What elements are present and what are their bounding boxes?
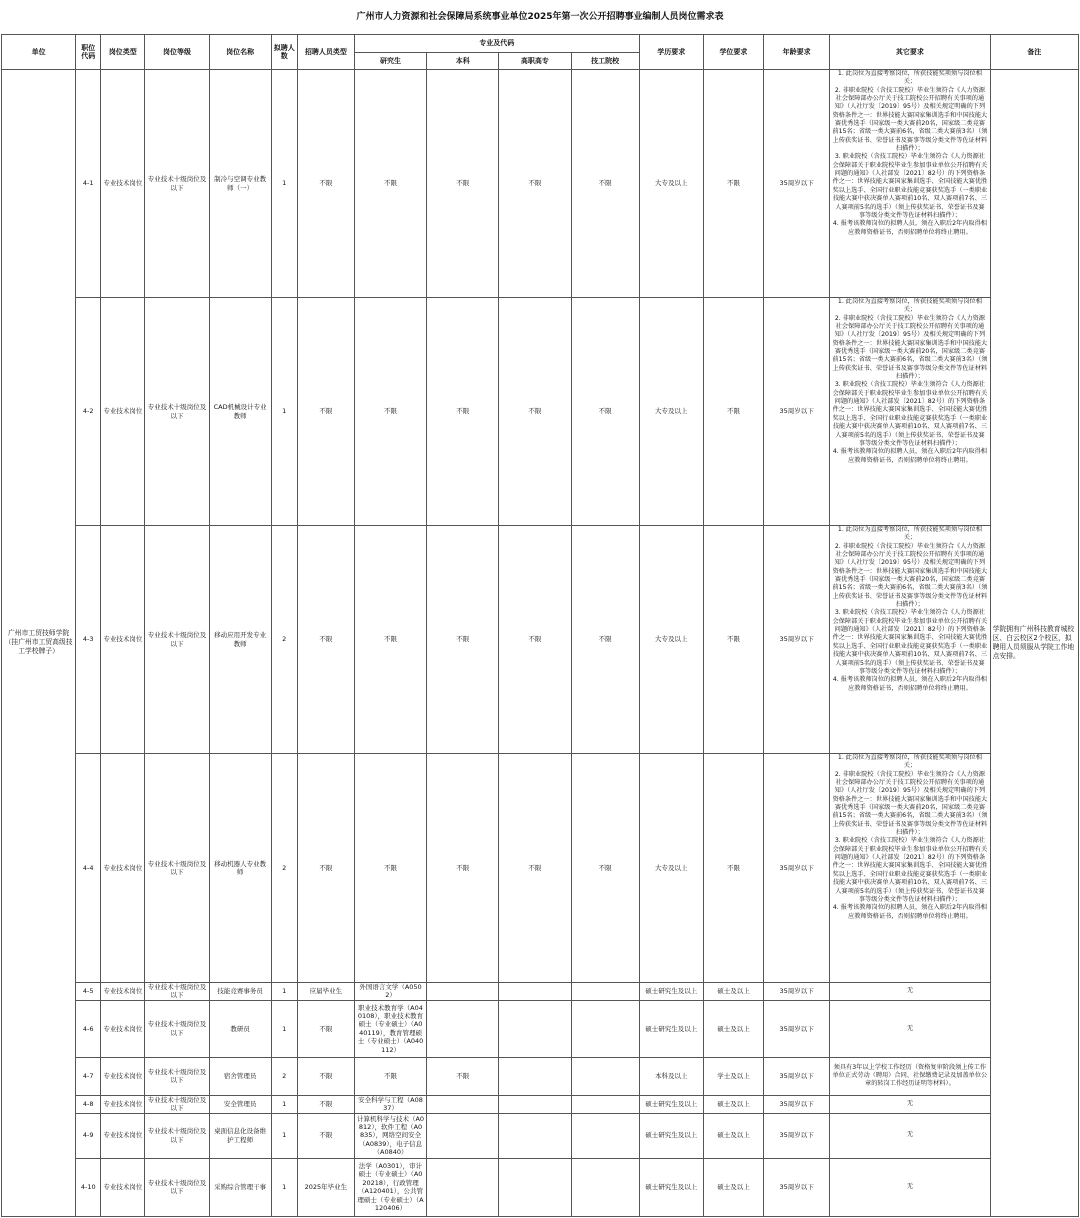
cell-age: 35周岁以下 bbox=[764, 983, 830, 1001]
cell-major-tech bbox=[571, 1113, 639, 1158]
cell-post-type: 专业技术岗位 bbox=[101, 298, 145, 526]
cell-post-level: 专业技术十级岗位及以下 bbox=[145, 1057, 209, 1095]
cell-major-bachelor: 不限 bbox=[427, 70, 499, 298]
cell-recruit-type: 2025年毕业生 bbox=[297, 1158, 354, 1216]
cell-other-requirements: 1. 此岗位为直接考察岗位，所获技能奖项须与岗位相关； 2. 非职业院校（含技工院校）毕业生须符合《人力资源社会保障部办公厅关于技工院校公开招聘有关事项的通知》（人社厅发〔2019〕95号）及相关规定明确的下列资格条件之一：世界技能大赛国家集训选手和中国技能大赛优秀选手（国家级一类大赛前20名，国家级二类竞赛前15名；省级一类大赛前6名，省级二类大赛前3名）（须上传获奖证书、荣誉证书及赛事等级分类文件等佐证材料扫描件）； 3. 职业院校（含技工院校）毕业生须符合《人力资源社会保障部关于职业院校毕业生参加事业单位公开招聘有关问题的通知》（人社部发〔2021〕82号）的下列资格条件之一：世界技能大赛国家集训选手、全国技能大赛优胜奖以上选手、全国行业职业技能竞赛获奖选手（一类职业技能大赛中获决赛单人赛项前10名、双人赛项前7名、三人赛项前5名的选手）（须上传获奖证书、荣誉证书及赛事等级分类文件等佐证材料扫描件）； 4. 报考该教师岗位的拟聘人员，须在入职后2年内取得相应教师资格证书，否则招聘单位将终止聘用。 bbox=[830, 526, 990, 754]
cell-major-college bbox=[499, 1000, 571, 1057]
cell-post-type: 专业技术岗位 bbox=[101, 1057, 145, 1095]
cell-count: 2 bbox=[271, 754, 297, 983]
cell-major-grad: 法学（A0301），审计硕士（专业硕士）（A020218），行政管理（A120401），公共管理硕士（专业硕士）（A120406） bbox=[354, 1158, 426, 1216]
cell-age: 35周岁以下 bbox=[764, 1057, 830, 1095]
cell-major-grad: 不限 bbox=[354, 298, 426, 526]
cell-major-bachelor bbox=[427, 1113, 499, 1158]
cell-other-requirements: 无 bbox=[830, 1095, 990, 1113]
table-row bbox=[2, 1158, 1079, 1216]
cell-degree: 硕士及以上 bbox=[703, 1113, 763, 1158]
cell-age: 35周岁以下 bbox=[764, 1000, 830, 1057]
cell-age: 35周岁以下 bbox=[764, 1158, 830, 1216]
table-row bbox=[2, 1095, 1079, 1113]
cell-code: 4-1 bbox=[76, 70, 101, 298]
cell-age: 35周岁以下 bbox=[764, 1113, 830, 1158]
cell-code: 4-10 bbox=[76, 1158, 101, 1216]
cell-post-type: 专业技术岗位 bbox=[101, 983, 145, 1001]
cell-major-bachelor: 不限 bbox=[427, 526, 499, 754]
cell-other-requirements: 无 bbox=[830, 1000, 990, 1057]
cell-recruit-type: 应届毕业生 bbox=[297, 983, 354, 1001]
header-major-group: 专业及代码 bbox=[354, 35, 639, 53]
header-major-tech: 技工院校 bbox=[571, 53, 639, 70]
cell-major-tech bbox=[571, 1158, 639, 1216]
header-other: 其它要求 bbox=[830, 35, 990, 70]
remark-note: 学院拥有广州科技教育城校区、白云校区2个校区，拟聘用人员须服从学院工作地点安排。 bbox=[990, 70, 1078, 1217]
cell-count: 1 bbox=[271, 1113, 297, 1158]
cell-post-name: 宿舍管理员 bbox=[209, 1057, 271, 1095]
cell-major-tech bbox=[571, 1000, 639, 1057]
cell-major-college: 不限 bbox=[499, 70, 571, 298]
cell-major-bachelor: 不限 bbox=[427, 754, 499, 983]
cell-education: 大专及以上 bbox=[639, 70, 703, 298]
cell-code: 4-6 bbox=[76, 1000, 101, 1057]
cell-degree: 不限 bbox=[703, 754, 763, 983]
cell-education: 硕士研究生及以上 bbox=[639, 1158, 703, 1216]
cell-degree: 不限 bbox=[703, 526, 763, 754]
cell-other-requirements: 须具有3年以上学校工作经历（资格复审阶段须上传工作单位正式劳动（聘用）合同、社保缴费记录及加盖单位公章的转岗工作经历证明等材料）。 bbox=[830, 1057, 990, 1095]
cell-major-college: 不限 bbox=[499, 754, 571, 983]
cell-post-name: 移动应用开发专业教师 bbox=[209, 526, 271, 754]
cell-major-grad: 计算机科学与技术（A0812），软件工程（A0835），网络空间安全（A0839），电子信息（A0840） bbox=[354, 1113, 426, 1158]
cell-major-college: 不限 bbox=[499, 298, 571, 526]
cell-code: 4-5 bbox=[76, 983, 101, 1001]
cell-recruit-type: 不限 bbox=[297, 70, 354, 298]
cell-major-college bbox=[499, 1113, 571, 1158]
cell-post-level: 专业技术十级岗位及以下 bbox=[145, 1158, 209, 1216]
cell-education: 硕士研究生及以上 bbox=[639, 1095, 703, 1113]
header-age: 年龄要求 bbox=[764, 35, 830, 70]
cell-degree: 不限 bbox=[703, 298, 763, 526]
cell-major-tech bbox=[571, 1057, 639, 1095]
cell-post-name: 采购综合管理干事 bbox=[209, 1158, 271, 1216]
cell-major-college bbox=[499, 983, 571, 1001]
unit-name: 广州市工贸技师学院（挂广州市工贸高级技工学校牌子） bbox=[2, 70, 76, 1217]
cell-recruit-type: 不限 bbox=[297, 1057, 354, 1095]
cell-major-tech bbox=[571, 983, 639, 1001]
cell-degree: 硕士及以上 bbox=[703, 1095, 763, 1113]
cell-post-level: 专业技术十级岗位及以下 bbox=[145, 298, 209, 526]
header-major-grad: 研究生 bbox=[354, 53, 426, 70]
cell-post-type: 专业技术岗位 bbox=[101, 526, 145, 754]
cell-code: 4-4 bbox=[76, 754, 101, 983]
cell-recruit-type: 不限 bbox=[297, 1000, 354, 1057]
cell-age: 35周岁以下 bbox=[764, 526, 830, 754]
cell-post-type: 专业技术岗位 bbox=[101, 70, 145, 298]
cell-education: 硕士研究生及以上 bbox=[639, 1000, 703, 1057]
cell-major-bachelor: 不限 bbox=[427, 1057, 499, 1095]
cell-post-level: 专业技术十级岗位及以下 bbox=[145, 70, 209, 298]
cell-major-tech bbox=[571, 1095, 639, 1113]
cell-major-bachelor bbox=[427, 1000, 499, 1057]
cell-degree: 硕士及以上 bbox=[703, 983, 763, 1001]
cell-code: 4-7 bbox=[76, 1057, 101, 1095]
cell-code: 4-9 bbox=[76, 1113, 101, 1158]
cell-other-requirements: 1. 此岗位为直接考察岗位，所获技能奖项须与岗位相关； 2. 非职业院校（含技工院校）毕业生须符合《人力资源社会保障部办公厅关于技工院校公开招聘有关事项的通知》（人社厅发〔2019〕95号）及相关规定明确的下列资格条件之一：世界技能大赛国家集训选手和中国技能大赛优秀选手（国家级一类大赛前20名，国家级二类竞赛前15名；省级一类大赛前6名，省级二类大赛前3名）（须上传获奖证书、荣誉证书及赛事等级分类文件等佐证材料扫描件）； 3. 职业院校（含技工院校）毕业生须符合《人力资源社会保障部关于职业院校毕业生参加事业单位公开招聘有关问题的通知》（人社部发〔2021〕82号）的下列资格条件之一：世界技能大赛国家集训选手、全国技能大赛优胜奖以上选手、全国行业职业技能竞赛获奖选手（一类职业技能大赛中获决赛单人赛项前10名、双人赛项前7名、三人赛项前5名的选手）（须上传获奖证书、荣誉证书及赛事等级分类文件等佐证材料扫描件）； 4. 报考该教师岗位的拟聘人员，须在入职后2年内取得相应教师资格证书，否则招聘单位将终止聘用。 bbox=[830, 298, 990, 526]
cell-age: 35周岁以下 bbox=[764, 754, 830, 983]
header-post-type: 岗位类型 bbox=[101, 35, 145, 70]
cell-post-name: 移动机器人专业教师 bbox=[209, 754, 271, 983]
cell-major-bachelor: 不限 bbox=[427, 298, 499, 526]
cell-recruit-type: 不限 bbox=[297, 298, 354, 526]
cell-post-name: CAD机械设计专业教师 bbox=[209, 298, 271, 526]
cell-education: 大专及以上 bbox=[639, 298, 703, 526]
cell-major-bachelor bbox=[427, 1158, 499, 1216]
cell-post-level: 专业技术十级岗位及以下 bbox=[145, 1095, 209, 1113]
cell-education: 大专及以上 bbox=[639, 754, 703, 983]
header-unit: 单位 bbox=[2, 35, 76, 70]
cell-major-college bbox=[499, 1158, 571, 1216]
cell-education: 本科及以上 bbox=[639, 1057, 703, 1095]
table-row bbox=[2, 983, 1079, 1001]
cell-major-grad: 不限 bbox=[354, 1057, 426, 1095]
cell-post-type: 专业技术岗位 bbox=[101, 1000, 145, 1057]
cell-post-name: 制冷与空调专业教师（一） bbox=[209, 70, 271, 298]
table-row bbox=[2, 526, 1079, 754]
cell-education: 硕士研究生及以上 bbox=[639, 1113, 703, 1158]
table-row bbox=[2, 1000, 1079, 1057]
cell-other-requirements: 无 bbox=[830, 1113, 990, 1158]
table-row bbox=[2, 754, 1079, 983]
cell-education: 大专及以上 bbox=[639, 526, 703, 754]
cell-major-college bbox=[499, 1057, 571, 1095]
table-row bbox=[2, 298, 1079, 526]
cell-education: 硕士研究生及以上 bbox=[639, 983, 703, 1001]
cell-degree: 学士及以上 bbox=[703, 1057, 763, 1095]
cell-count: 1 bbox=[271, 983, 297, 1001]
cell-major-grad: 不限 bbox=[354, 70, 426, 298]
cell-post-type: 专业技术岗位 bbox=[101, 754, 145, 983]
cell-major-college bbox=[499, 1095, 571, 1113]
cell-major-college: 不限 bbox=[499, 526, 571, 754]
header-major-college: 高职高专 bbox=[499, 53, 571, 70]
recruitment-table bbox=[1, 34, 1079, 1217]
cell-major-grad: 职业技术教育学（A040108），职业技术教育硕士（专业硕士）（A040119），教育管理硕士（专业硕士）（A040112） bbox=[354, 1000, 426, 1057]
cell-major-tech: 不限 bbox=[571, 526, 639, 754]
cell-code: 4-8 bbox=[76, 1095, 101, 1113]
cell-major-grad: 外国语言文学（A0502） bbox=[354, 983, 426, 1001]
header-count: 拟聘人数 bbox=[271, 35, 297, 70]
cell-major-grad: 不限 bbox=[354, 526, 426, 754]
cell-count: 1 bbox=[271, 1000, 297, 1057]
cell-post-name: 安全管理员 bbox=[209, 1095, 271, 1113]
header-major-bachelor: 本科 bbox=[427, 53, 499, 70]
cell-post-type: 专业技术岗位 bbox=[101, 1113, 145, 1158]
cell-count: 1 bbox=[271, 70, 297, 298]
cell-age: 35周岁以下 bbox=[764, 1095, 830, 1113]
cell-major-tech: 不限 bbox=[571, 298, 639, 526]
cell-post-type: 专业技术岗位 bbox=[101, 1158, 145, 1216]
cell-recruit-type: 不限 bbox=[297, 1113, 354, 1158]
cell-other-requirements: 1. 此岗位为直接考察岗位，所获技能奖项须与岗位相关； 2. 非职业院校（含技工院校）毕业生须符合《人力资源社会保障部办公厅关于技工院校公开招聘有关事项的通知》（人社厅发〔2019〕95号）及相关规定明确的下列资格条件之一：世界技能大赛国家集训选手和中国技能大赛优秀选手（国家级一类大赛前20名，国家级二类竞赛前15名；省级一类大赛前6名，省级二类大赛前3名）（须上传获奖证书、荣誉证书及赛事等级分类文件等佐证材料扫描件）； 3. 职业院校（含技工院校）毕业生须符合《人力资源社会保障部关于职业院校毕业生参加事业单位公开招聘有关问题的通知》（人社部发〔2021〕82号）的下列资格条件之一：世界技能大赛国家集训选手、全国技能大赛优胜奖以上选手、全国行业职业技能竞赛获奖选手（一类职业技能大赛中获决赛单人赛项前10名、双人赛项前7名、三人赛项前5名的选手）（须上传获奖证书、荣誉证书及赛事等级分类文件等佐证材料扫描件）； 4. 报考该教师岗位的拟聘人员，须在入职后2年内取得相应教师资格证书，否则招聘单位将终止聘用。 bbox=[830, 754, 990, 983]
header-code: 职位代码 bbox=[76, 35, 101, 70]
cell-major-bachelor bbox=[427, 983, 499, 1001]
cell-major-tech: 不限 bbox=[571, 754, 639, 983]
cell-post-level: 专业技术十级岗位及以下 bbox=[145, 1113, 209, 1158]
cell-count: 1 bbox=[271, 1095, 297, 1113]
table-row bbox=[2, 70, 1079, 298]
cell-major-bachelor bbox=[427, 1095, 499, 1113]
cell-degree: 硕士及以上 bbox=[703, 1158, 763, 1216]
cell-count: 2 bbox=[271, 1057, 297, 1095]
header-recruit-type: 招聘人员类型 bbox=[297, 35, 354, 70]
cell-recruit-type: 不限 bbox=[297, 526, 354, 754]
cell-post-level: 专业技术十级岗位及以下 bbox=[145, 983, 209, 1001]
header-degree: 学位要求 bbox=[703, 35, 763, 70]
cell-recruit-type: 不限 bbox=[297, 1095, 354, 1113]
cell-other-requirements: 无 bbox=[830, 983, 990, 1001]
cell-post-level: 专业技术十级岗位及以下 bbox=[145, 1000, 209, 1057]
cell-code: 4-2 bbox=[76, 298, 101, 526]
header-post-level: 岗位等级 bbox=[145, 35, 209, 70]
cell-other-requirements: 1. 此岗位为直接考察岗位，所获技能奖项须与岗位相关； 2. 非职业院校（含技工院校）毕业生须符合《人力资源社会保障部办公厅关于技工院校公开招聘有关事项的通知》（人社厅发〔2019〕95号）及相关规定明确的下列资格条件之一：世界技能大赛国家集训选手和中国技能大赛优秀选手（国家级一类大赛前20名，国家级二类竞赛前15名；省级一类大赛前6名，省级二类大赛前3名）（须上传获奖证书、荣誉证书及赛事等级分类文件等佐证材料扫描件）； 3. 职业院校（含技工院校）毕业生须符合《人力资源社会保障部关于职业院校毕业生参加事业单位公开招聘有关问题的通知》（人社部发〔2021〕82号）的下列资格条件之一：世界技能大赛国家集训选手、全国技能大赛优胜奖以上选手、全国行业职业技能竞赛获奖选手（一类职业技能大赛中获决赛单人赛项前10名、双人赛项前7名、三人赛项前5名的选手）（须上传获奖证书、荣誉证书及赛事等级分类文件等佐证材料扫描件）； 4. 报考该教师岗位的拟聘人员，须在入职后2年内取得相应教师资格证书，否则招聘单位将终止聘用。 bbox=[830, 70, 990, 298]
header-post-name: 岗位名称 bbox=[209, 35, 271, 70]
cell-major-grad: 不限 bbox=[354, 754, 426, 983]
cell-degree: 硕士及以上 bbox=[703, 1000, 763, 1057]
cell-count: 1 bbox=[271, 298, 297, 526]
cell-post-level: 专业技术十级岗位及以下 bbox=[145, 754, 209, 983]
cell-count: 2 bbox=[271, 526, 297, 754]
header-education: 学历要求 bbox=[639, 35, 703, 70]
cell-post-level: 专业技术十级岗位及以下 bbox=[145, 526, 209, 754]
cell-post-name: 桌面信息化设备维护工程师 bbox=[209, 1113, 271, 1158]
table-row bbox=[2, 1057, 1079, 1095]
cell-post-name: 教研员 bbox=[209, 1000, 271, 1057]
cell-major-grad: 安全科学与工程（A0837） bbox=[354, 1095, 426, 1113]
cell-age: 35周岁以下 bbox=[764, 70, 830, 298]
cell-recruit-type: 不限 bbox=[297, 754, 354, 983]
cell-other-requirements: 无 bbox=[830, 1158, 990, 1216]
cell-major-tech: 不限 bbox=[571, 70, 639, 298]
page-title: 广州市人力资源和社会保障局系统事业单位2025年第一次公开招聘事业编制人员岗位需求表 bbox=[356, 12, 724, 22]
cell-age: 35周岁以下 bbox=[764, 298, 830, 526]
cell-code: 4-3 bbox=[76, 526, 101, 754]
header-remark: 备注 bbox=[990, 35, 1078, 70]
cell-post-type: 专业技术岗位 bbox=[101, 1095, 145, 1113]
table-row bbox=[2, 1113, 1079, 1158]
cell-degree: 不限 bbox=[703, 70, 763, 298]
cell-count: 1 bbox=[271, 1158, 297, 1216]
cell-post-name: 技能竞赛事务员 bbox=[209, 983, 271, 1001]
